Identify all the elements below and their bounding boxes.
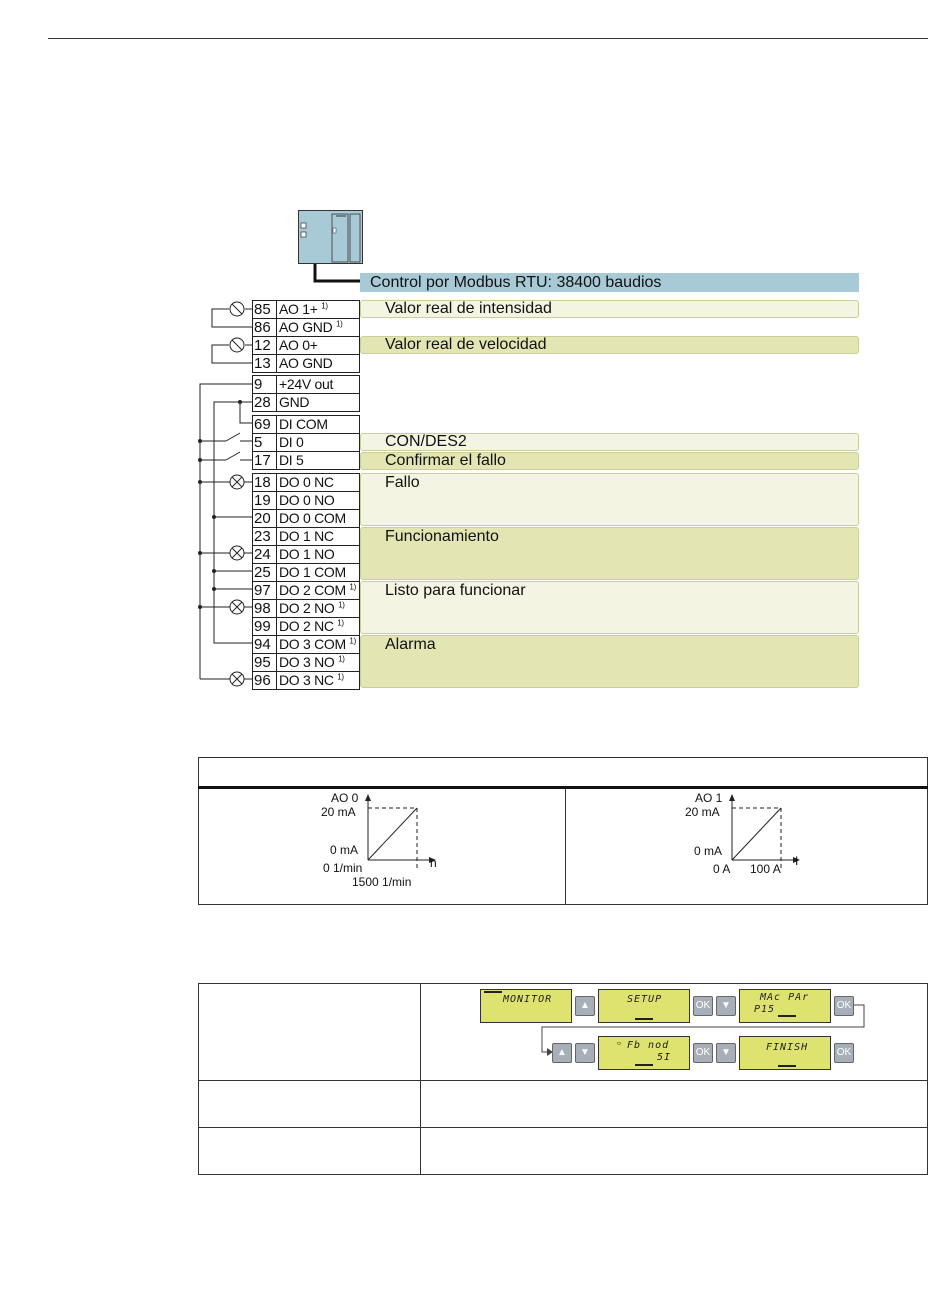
terminal-row	[252, 599, 360, 618]
terminal-row	[252, 635, 360, 654]
ao0-x-zero: 0 1/min	[323, 861, 363, 875]
terminal-label	[277, 564, 359, 581]
terminal-label	[277, 510, 359, 527]
band-ack: Confirmar el fallo	[360, 452, 859, 470]
terminal-label	[277, 528, 359, 545]
terminal-row	[252, 415, 360, 434]
terminal-number: 24	[253, 546, 277, 563]
lcd-setup-text: SETUP	[627, 994, 663, 1005]
terminal-number: 20	[253, 510, 277, 527]
terminal-label	[277, 319, 359, 336]
ao1-x-axis: I	[795, 854, 799, 868]
terminal-label-text: DO 2 NO	[279, 600, 335, 616]
terminal-label	[277, 600, 359, 617]
up-key[interactable]: ▲	[575, 996, 595, 1016]
lcd-fieldbus-line2: 5I	[657, 1052, 672, 1063]
terminal-number: 86	[253, 319, 277, 336]
terminal-label-text: DO 2 COM	[279, 582, 346, 598]
terminal-row	[252, 581, 360, 600]
terminal-number: 28	[253, 394, 277, 411]
ao0-y-top: 20 mA	[321, 805, 356, 819]
terminal-label-text: AO GND	[279, 319, 333, 335]
footnote-marker: 1)	[338, 654, 345, 664]
terminal-number: 23	[253, 528, 277, 545]
ao1-x-max: 100 A	[750, 862, 781, 876]
band-ready: Listo para funcionar	[360, 581, 859, 634]
terminal-label-text: DO 3 COM	[279, 636, 346, 652]
terminal-row	[252, 336, 360, 355]
terminal-label	[277, 636, 359, 653]
terminal-label	[277, 452, 359, 469]
footnote-marker: 1)	[349, 582, 356, 592]
ao1-graph	[724, 792, 804, 872]
terminal-number: 12	[253, 337, 277, 354]
terminal-label	[277, 654, 359, 671]
terminal-label	[277, 337, 359, 354]
ok-key[interactable]: OK	[834, 1043, 854, 1063]
ao1-title: AO 1	[695, 791, 723, 805]
terminal-label	[277, 492, 359, 509]
terminal-label-text: GND	[279, 394, 310, 410]
terminal-row	[252, 491, 360, 510]
terminal-label-text: DO 0 NO	[279, 492, 335, 508]
footnote-marker: 1)	[321, 301, 328, 311]
band-on-off: CON/DES2	[360, 433, 859, 451]
terminal-row	[252, 433, 360, 452]
ok-key[interactable]: OK	[693, 1043, 713, 1063]
modbus-banner: Control por Modbus RTU: 38400 baudios	[360, 273, 859, 292]
terminal-number: 17	[253, 452, 277, 469]
terminal-label-text: DO 0 COM	[279, 510, 346, 526]
terminal-number: 99	[253, 618, 277, 635]
lcd-macro-line2: P15	[754, 1004, 776, 1015]
terminal-number: 5	[253, 434, 277, 451]
band-fault: Fallo	[360, 473, 859, 526]
terminal-label-text: DO 1 NO	[279, 546, 335, 562]
terminal-row	[252, 318, 360, 337]
terminal-label-text: AO 1+	[279, 301, 318, 317]
terminal-row	[252, 300, 360, 319]
ao0-x-max: 1500 1/min	[352, 875, 412, 889]
terminal-label-text: DO 2 NC	[279, 618, 334, 634]
footnote-marker: 1)	[337, 618, 344, 628]
terminal-number: 94	[253, 636, 277, 653]
terminal-row	[252, 653, 360, 672]
terminal-label-text: AO 0+	[279, 337, 318, 353]
lcd-finish-text: FINISH	[766, 1042, 809, 1053]
terminal-number: 13	[253, 355, 277, 372]
down-key[interactable]: ▼	[575, 1043, 595, 1063]
terminal-row	[252, 393, 360, 412]
terminal-label	[277, 394, 359, 411]
terminal-label-text: DI COM	[279, 416, 328, 432]
terminal-label	[277, 301, 359, 318]
ao0-x-axis: n	[430, 856, 437, 870]
terminal-label	[277, 416, 359, 433]
controller-icon	[296, 208, 368, 290]
terminal-row	[252, 527, 360, 546]
terminal-label	[277, 618, 359, 635]
terminal-label-text: AO GND	[279, 355, 333, 371]
down-key[interactable]: ▼	[716, 1043, 736, 1063]
terminal-row	[252, 617, 360, 636]
footnote-marker: 1)	[349, 636, 356, 646]
ao1-y-top: 20 mA	[685, 805, 720, 819]
ok-key[interactable]: OK	[834, 996, 854, 1016]
footnote-marker: 1)	[336, 319, 343, 329]
terminal-label	[277, 582, 359, 599]
terminal-label-text: DO 1 COM	[279, 564, 346, 580]
ao0-graph	[360, 792, 440, 872]
terminal-row	[252, 375, 360, 394]
terminal-label	[277, 355, 359, 372]
terminal-label	[277, 672, 359, 689]
ok-key[interactable]: OK	[693, 996, 713, 1016]
band-alarm: Alarma	[360, 635, 859, 688]
terminal-label-text: +24V out	[279, 376, 334, 392]
terminal-label-text: DO 3 NO	[279, 654, 335, 670]
terminal-label	[277, 434, 359, 451]
terminal-number: 97	[253, 582, 277, 599]
ao0-title: AO 0	[331, 791, 359, 805]
terminal-number: 69	[253, 416, 277, 433]
terminal-number: 19	[253, 492, 277, 509]
terminal-label-text: DO 3 NC	[279, 672, 334, 688]
terminal-row	[252, 545, 360, 564]
terminal-number: 98	[253, 600, 277, 617]
footnote-marker: 1)	[337, 672, 344, 682]
terminal-label	[277, 474, 359, 491]
lcd-fieldbus-line1: Fb nod	[627, 1040, 670, 1051]
terminal-label	[277, 546, 359, 563]
footnote-marker: 1)	[338, 600, 345, 610]
wiring-diagram	[190, 295, 260, 695]
terminal-label-text: DI 0	[279, 434, 304, 450]
terminal-label-text: DO 1 NC	[279, 528, 334, 544]
terminal-label	[277, 376, 359, 393]
terminal-number: 18	[253, 474, 277, 491]
band-running: Funcionamiento	[360, 527, 859, 580]
terminal-row	[252, 671, 360, 690]
band-speed: Valor real de velocidad	[360, 336, 859, 354]
up-key[interactable]: ▲	[552, 1043, 572, 1063]
terminal-number: 95	[253, 654, 277, 671]
terminal-row	[252, 354, 360, 373]
terminal-number: 85	[253, 301, 277, 318]
terminal-row	[252, 509, 360, 528]
terminal-label-text: DO 0 NC	[279, 474, 334, 490]
terminal-label-text: DI 5	[279, 452, 304, 468]
lcd-fieldbus: ▫ Fb nod 5I	[598, 1036, 690, 1070]
terminal-row	[252, 473, 360, 492]
band-intensity: Valor real de intensidad	[360, 300, 859, 318]
header-rule	[48, 38, 928, 39]
lcd-macro-line1: MAc PAr	[760, 992, 810, 1003]
terminal-number: 25	[253, 564, 277, 581]
ao1-y-zero: 0 mA	[694, 844, 723, 858]
lcd-monitor-text: MONITOR	[503, 994, 553, 1005]
terminal-row	[252, 451, 360, 470]
terminal-number: 9	[253, 376, 277, 393]
down-key[interactable]: ▼	[716, 996, 736, 1016]
lcd-finish	[739, 1036, 831, 1070]
terminal-number: 96	[253, 672, 277, 689]
analog-output-table	[198, 757, 928, 905]
ao0-y-zero: 0 mA	[330, 843, 359, 857]
ao1-x-zero: 0 A	[713, 862, 731, 876]
terminal-row	[252, 563, 360, 582]
